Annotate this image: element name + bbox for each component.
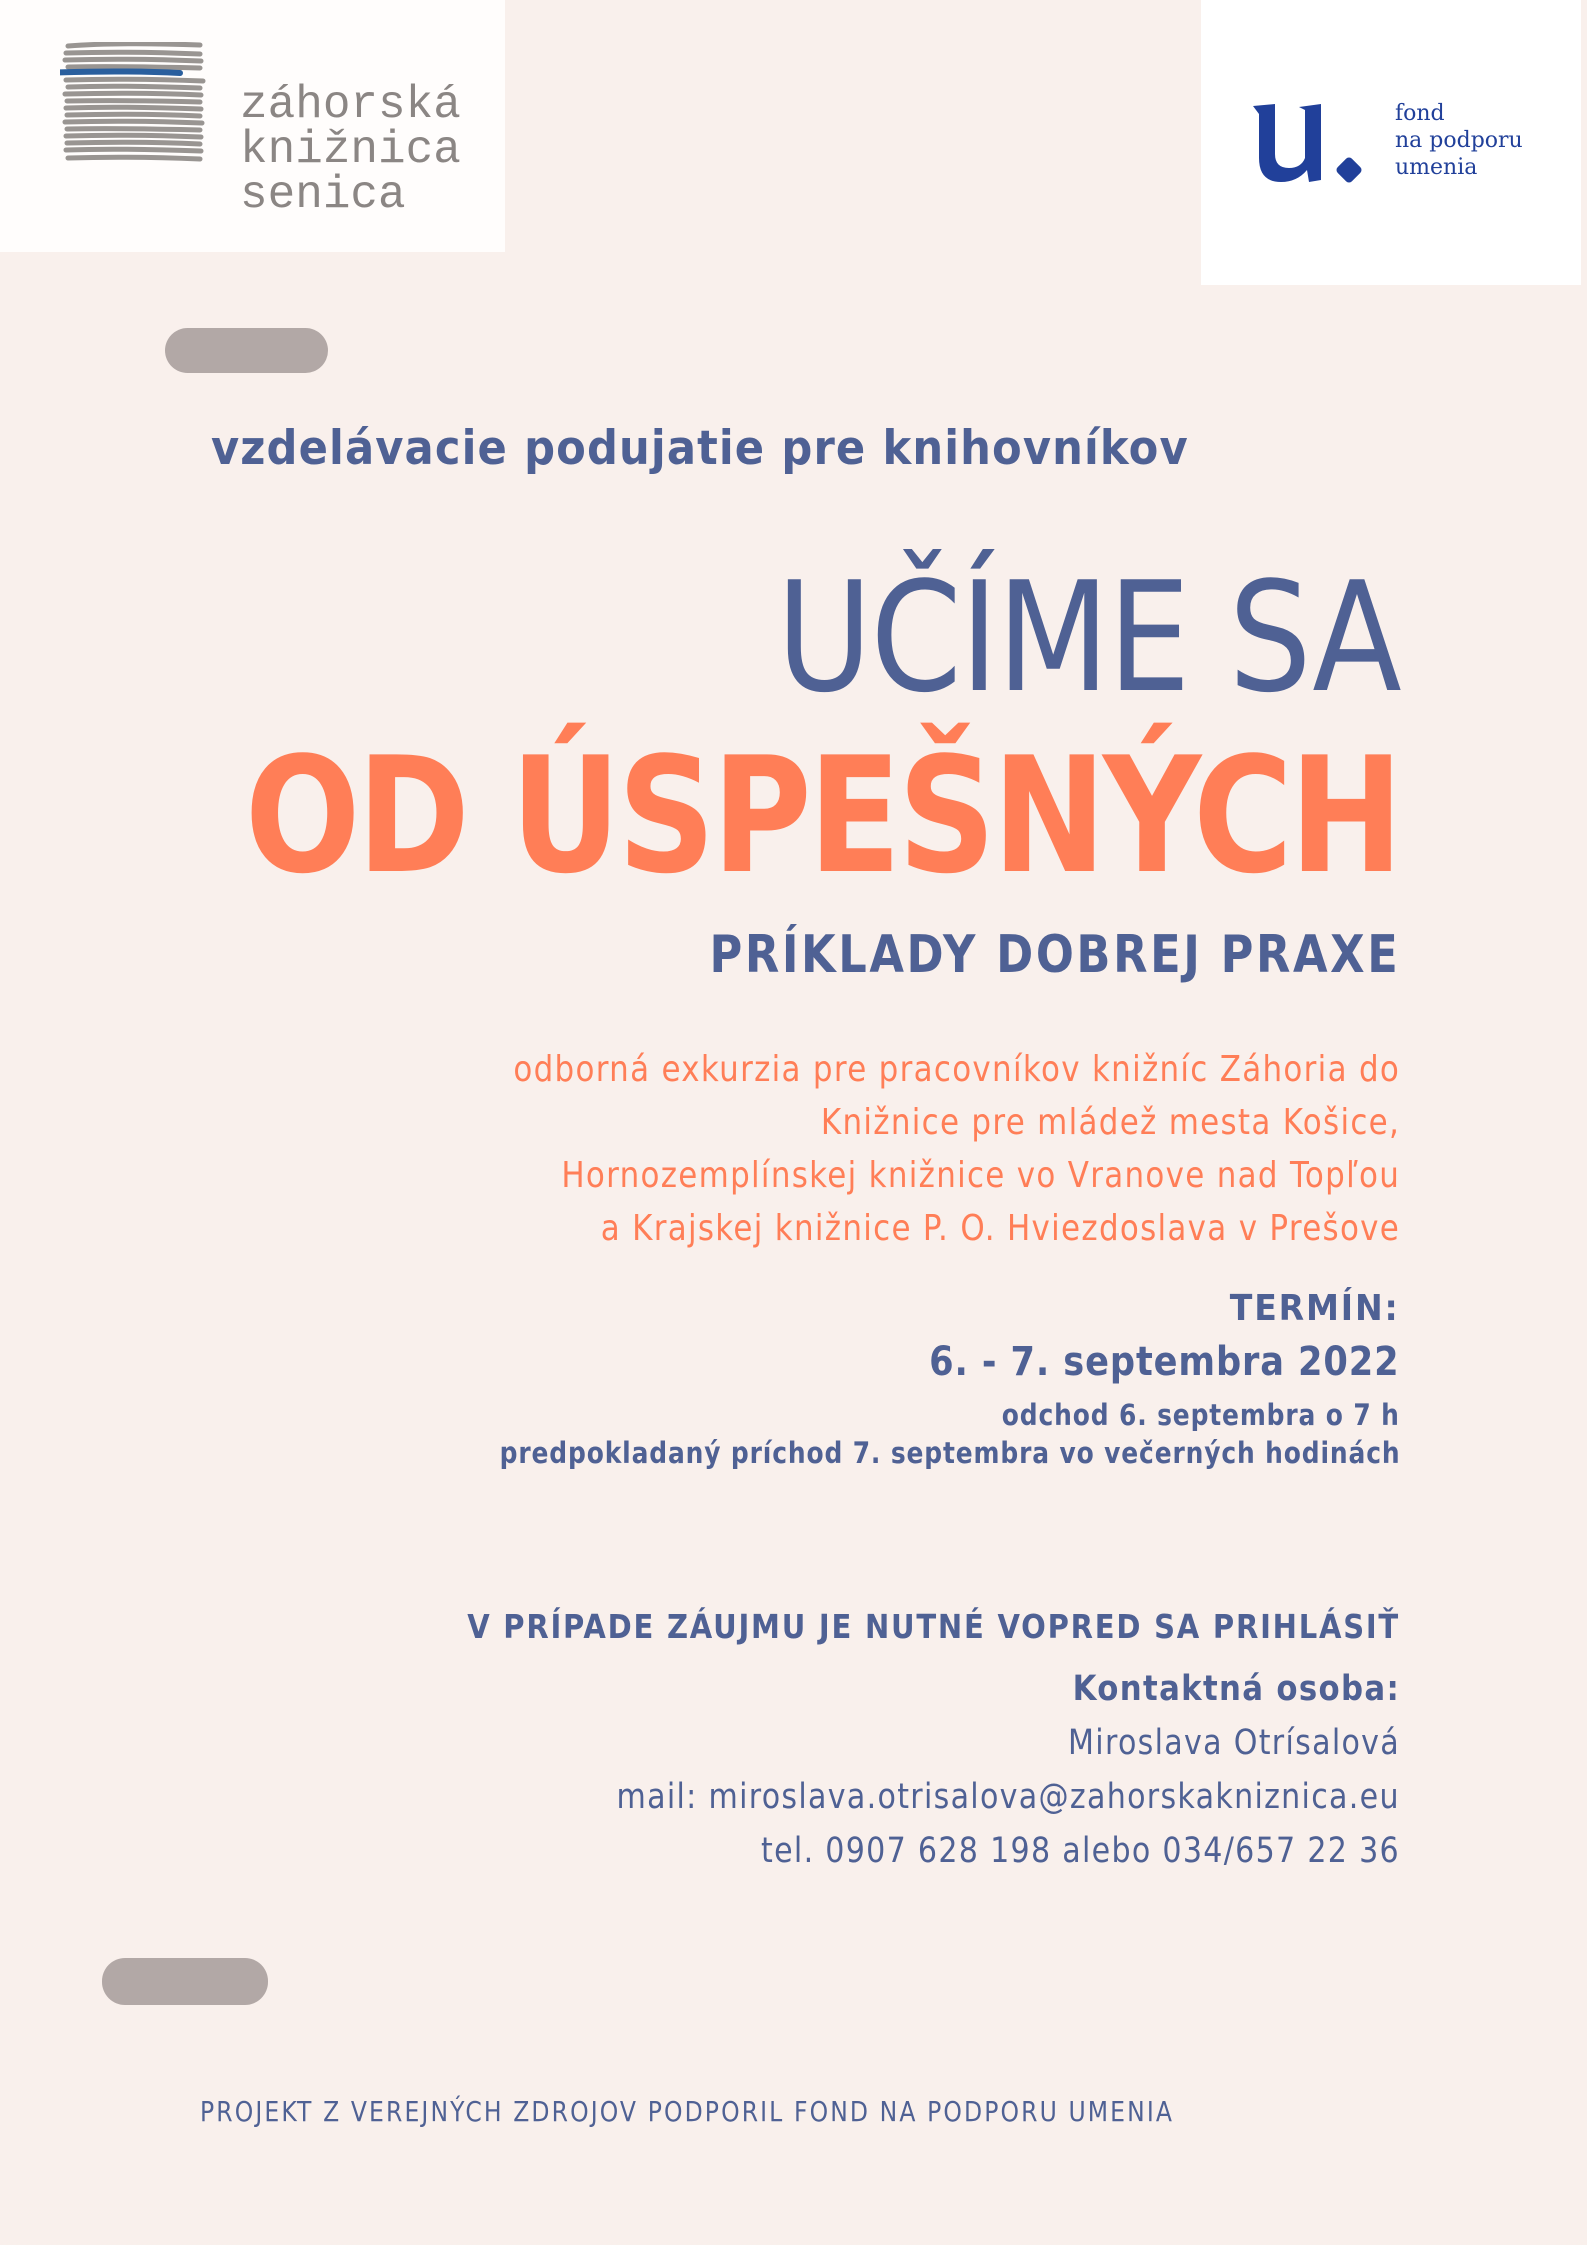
contact-phone: tel. 0907 628 198 alebo 034/657 22 36 <box>761 1831 1400 1871</box>
library-name <box>240 79 461 221</box>
term-label: TERMÍN: <box>1230 1288 1400 1329</box>
title-line-1: UČÍME SA <box>776 549 1400 726</box>
fund-name-line: umenia <box>1395 155 1478 180</box>
term-departure: odchod 6. septembra o 7 h <box>1002 1398 1400 1432</box>
stacked-lines-icon <box>60 42 208 164</box>
fund-name-line: na podporu <box>1395 128 1523 153</box>
library-name-line: senica <box>240 169 406 221</box>
fund-logo <box>1201 0 1581 285</box>
excursion-description <box>513 1043 1400 1255</box>
library-name-line: knižnica <box>240 124 461 176</box>
contact-label: Kontaktná osoba: <box>1072 1669 1400 1709</box>
decorative-pill <box>102 1958 268 2005</box>
library-name-line: záhorská <box>240 79 461 131</box>
title-tagline: PRÍKLADY DOBREJ PRAXE <box>709 925 1400 985</box>
term-date: 6. - 7. septembra 2022 <box>929 1339 1400 1385</box>
fund-name <box>1395 100 1523 181</box>
event-subtitle: vzdelávacie podujatie pre knihovníkov <box>211 421 1189 476</box>
fund-u-mark-icon <box>1253 102 1377 188</box>
footer-funding-note: PROJEKT Z VEREJNÝCH ZDROJOV PODPORIL FOND NA PODPORU UMENIA <box>200 2095 1175 2128</box>
term-arrival: predpokladaný príchod 7. septembra vo večerných hodinách <box>499 1436 1400 1470</box>
contact-email-link[interactable]: mail: miroslava.otrisalova@zahorskakniznica.eu <box>616 1777 1400 1817</box>
title-line-2: OD ÚSPEŠNÝCH <box>244 722 1400 909</box>
decorative-pill <box>165 328 328 373</box>
fund-name-line: fond <box>1395 101 1445 126</box>
description-line: a Krajskej knižnice P. O. Hviezdoslava v Prešove <box>600 1208 1400 1249</box>
description-line: Knižnice pre mládež mesta Košice, <box>820 1102 1400 1143</box>
contact-name: Miroslava Otrísalová <box>1068 1723 1400 1763</box>
description-line: odborná exkurzia pre pracovníkov knižníc Záhoria do <box>513 1049 1400 1090</box>
description-line: Hornozemplínskej knižnice vo Vranove nad Topľou <box>561 1155 1400 1196</box>
signup-notice: V PRÍPADE ZÁUJMU JE NUTNÉ VOPRED SA PRIHLÁSIŤ <box>467 1607 1400 1646</box>
library-logo <box>0 0 505 252</box>
